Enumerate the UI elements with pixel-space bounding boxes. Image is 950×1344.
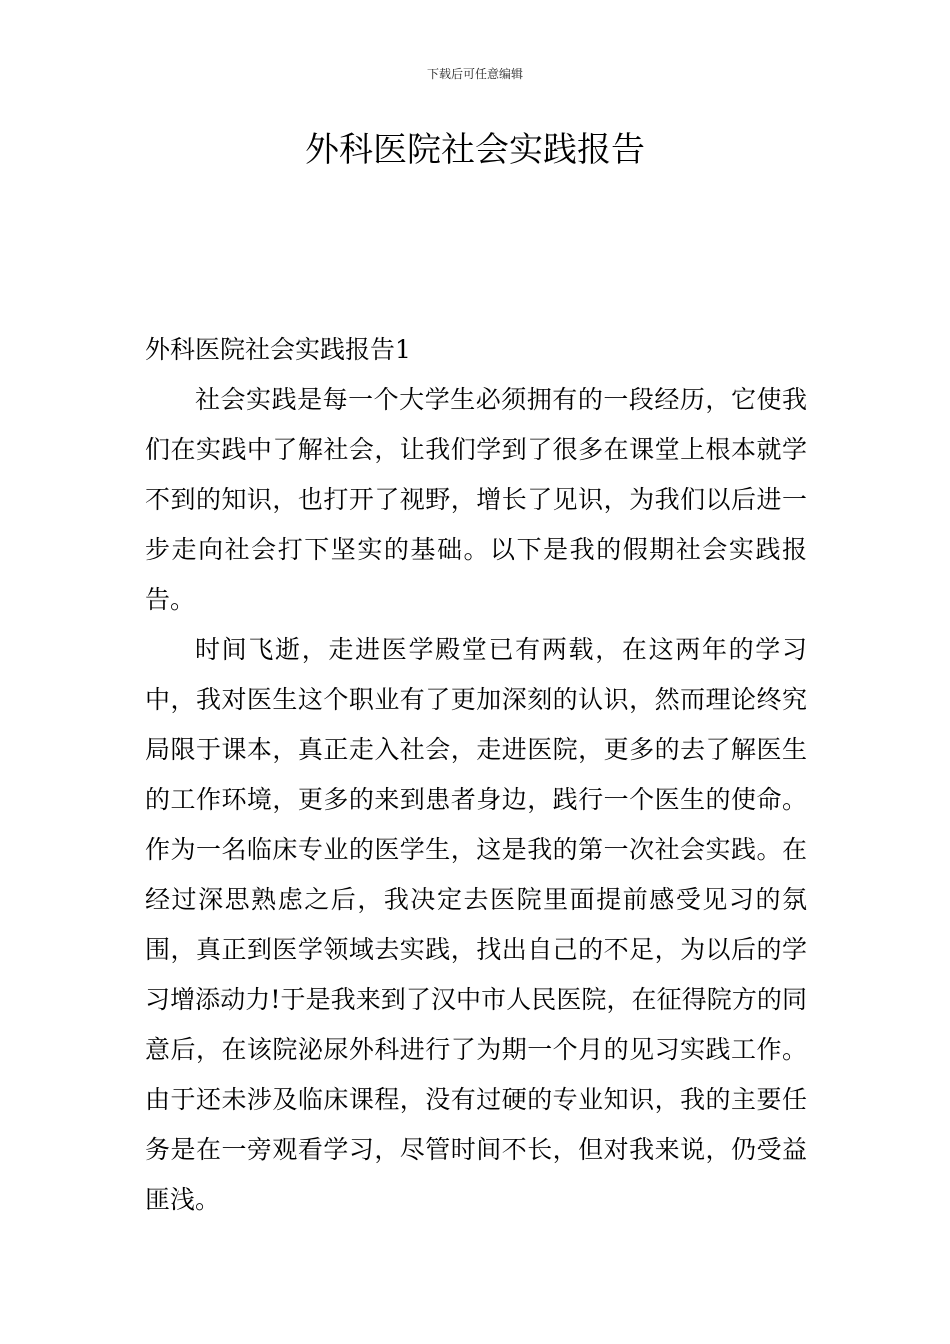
document-body (145, 325, 807, 1225)
body-paragraph-2: 时间飞逝，走进医学殿堂已有两载，在这两年的学习中，我对医生这个职业有了更加深刻的认识，然而理论终究局限于课本，真正走入社会，走进医院，更多的去了解医生的工作环境，更多的来到患者身边，践行一个医生的使命。作为一名临床专业的医学生，这是我的第一次社会实践。在经过深思熟虑之后，我决定去医院里面提前感受见习的氛围，真正到医学领域去实践，找出自己的不足，为以后的学习增添动力!于是我来到了汉中市人民医院，在征得院方的同意后，在该院泌尿外科进行了为期一个月的见习实践工作。由于还未涉及临床课程，没有过硬的专业知识，我的主要任务是在一旁观看学习，尽管时间不长，但对我来说，仍受益匪浅。 (145, 635, 807, 1214)
header-note: 下载后可任意编辑 (426, 67, 523, 81)
section-heading: 外科医院社会实践报告1 (145, 335, 411, 364)
document-title: 外科医院社会实践报告 (305, 130, 645, 170)
body-paragraph-1: 社会实践是每一个大学生必须拥有的一段经历，它使我们在实践中了解社会，让我们学到了很多在课堂上根本就学不到的知识，也打开了视野，增长了见识，为我们以后进一步走向社会打下坚实的基础。以下是我的假期社会实践报告。 (145, 385, 807, 614)
